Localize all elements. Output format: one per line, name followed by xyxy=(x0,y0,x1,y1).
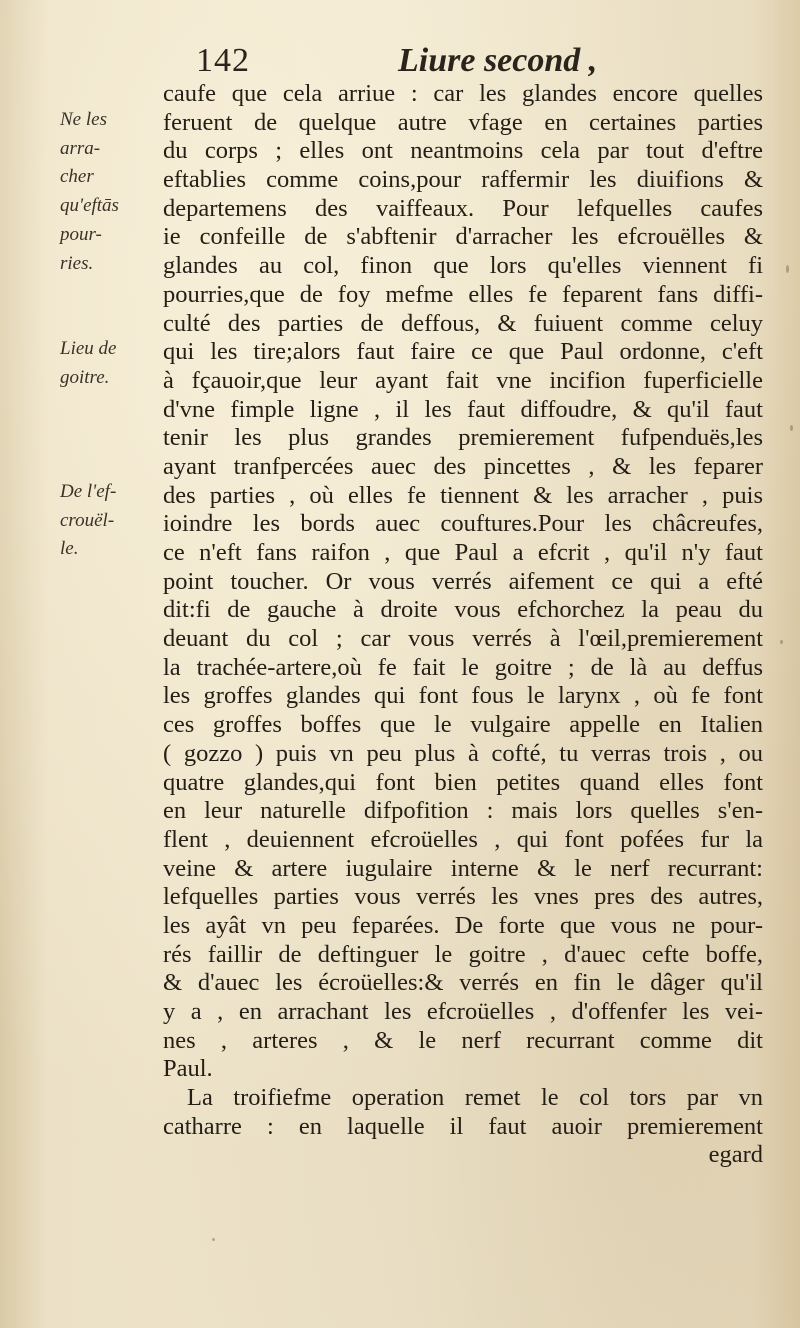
text-line: catharre : en laquelle il faut auoir premierement xyxy=(163,1112,763,1140)
text-line: ce n'eft fans raifon , que Paul a efcrit , qu'il n'y faut xyxy=(163,539,763,566)
text-line: des parties , où elles fe tiennent & les arracher , puis xyxy=(163,481,763,509)
text-line: tenir les plus grandes premierement fufpenduës,les xyxy=(163,424,763,452)
text-line: nes , arteres , & le nerf recurrant comme dit xyxy=(163,1026,763,1054)
paper-speck xyxy=(780,640,783,644)
margin-note-escrouelle xyxy=(60,478,170,564)
text-line: departemens des vaiffeaux. Pour lefquelles caufes xyxy=(163,194,763,222)
text-line: d'vne fimple ligne , il les faut diffoudre, & qu'il faut xyxy=(163,395,763,423)
text-line: La troifiefme operation remet le col tors par vn xyxy=(187,1084,763,1112)
text-line: rés faillir de deftinguer le goitre , d'auec cefte boffe, xyxy=(163,940,763,968)
paper-speck xyxy=(790,425,793,431)
margin-note-line: Ne les xyxy=(60,109,107,130)
text-line: les ayât vn peu feparées. De forte que vous ne pour- xyxy=(163,911,763,939)
margin-note-line: Lieu de xyxy=(60,338,117,359)
margin-note-line: pour- xyxy=(60,223,102,245)
text-line: ces groffes boffes que le vulgaire appelle en Italien xyxy=(163,711,763,739)
text-line: ( gozzo ) puis vn peu plus à cofté, tu verras trois , ou xyxy=(163,739,763,767)
text-line: à fçauoir,que leur ayant fait vne incifion fuperficielle xyxy=(163,366,763,394)
margin-note-line: De l'ef- xyxy=(60,481,117,502)
margin-note-line: cher xyxy=(60,166,94,188)
margin-note-line: goitre. xyxy=(60,366,110,388)
catchword: egard xyxy=(708,1141,763,1169)
text-line: & d'auec les écroüelles:& verrés en fin le dâger qu'il xyxy=(163,969,763,997)
page-number: 142 xyxy=(196,42,250,79)
text-line: Paul. xyxy=(163,1055,213,1083)
margin-note-line: arra- xyxy=(60,137,101,159)
text-line: deuant du col ; car vous verrés à l'œil,premierement xyxy=(163,625,763,653)
text-line: qui les tire;alors faut faire ce que Paul ordonne, c'eft xyxy=(163,338,763,366)
running-head: Liure second , xyxy=(398,42,598,79)
text-line: y a , en arrachant les efcroüelles , d'offenfer les vei- xyxy=(163,998,763,1025)
text-line: la trachée-artere,où fe fait le goitre ; de là au deffus xyxy=(163,653,763,681)
text-line: dit:fi de gauche à droite vous efchorchez la peau du xyxy=(163,596,763,624)
text-line: culté des parties de deffous, & fuiuent comme celuy xyxy=(163,309,763,337)
text-line: pourries,que de foy mefme elles fe feparent fans diffi- xyxy=(163,280,763,308)
text-line: ioindre les bords auec couftures.Pour les châcreufes, xyxy=(163,510,763,538)
text-line: ie confeille de s'abftenir d'arracher les efcrouëlles & xyxy=(163,223,763,251)
text-line: caufe que cela arriue : car les glandes encore quelles xyxy=(163,80,763,107)
text-line: flent , deuiennent efcroüelles , qui font pofées fur la xyxy=(163,825,763,853)
text-line: du corps ; elles ont neantmoins cela par tout d'eftre xyxy=(163,137,763,165)
text-line: eftablies comme coins,pour raffermir les diuifions & xyxy=(163,166,763,194)
paper-speck xyxy=(212,1238,215,1241)
margin-note-line: ries. xyxy=(60,252,94,274)
margin-note-line: le. xyxy=(60,538,79,560)
body-text xyxy=(163,80,763,1170)
margin-note-line: crouël- xyxy=(60,509,115,531)
text-line: veine & artere iugulaire interne & le nerf recurrant: xyxy=(163,854,763,882)
text-line: quatre glandes,qui font bien petites quand elles font xyxy=(163,768,763,796)
text-line: point toucher. Or vous verrés aifement ce qui a efté xyxy=(163,567,763,595)
text-line: ayant tranfpercées auec des pincettes , & les feparer xyxy=(163,452,763,480)
text-line: lefquelles parties vous verrés les vnes pres des autres, xyxy=(163,883,763,911)
margin-note-line: qu'eftās xyxy=(60,195,119,217)
text-line: les groffes glandes qui font fous le larynx , où fe font xyxy=(163,682,763,710)
margin-note-goitre xyxy=(60,335,170,392)
text-line: glandes au col, finon que lors qu'elles viennent fi xyxy=(163,252,763,280)
text-line: feruent de quelque autre vfage en certaines parties xyxy=(163,108,763,136)
text-line: en leur naturelle difpofition : mais lors quelles s'en- xyxy=(163,797,763,825)
paper-speck xyxy=(786,265,789,273)
margin-note-arracher xyxy=(60,106,170,278)
